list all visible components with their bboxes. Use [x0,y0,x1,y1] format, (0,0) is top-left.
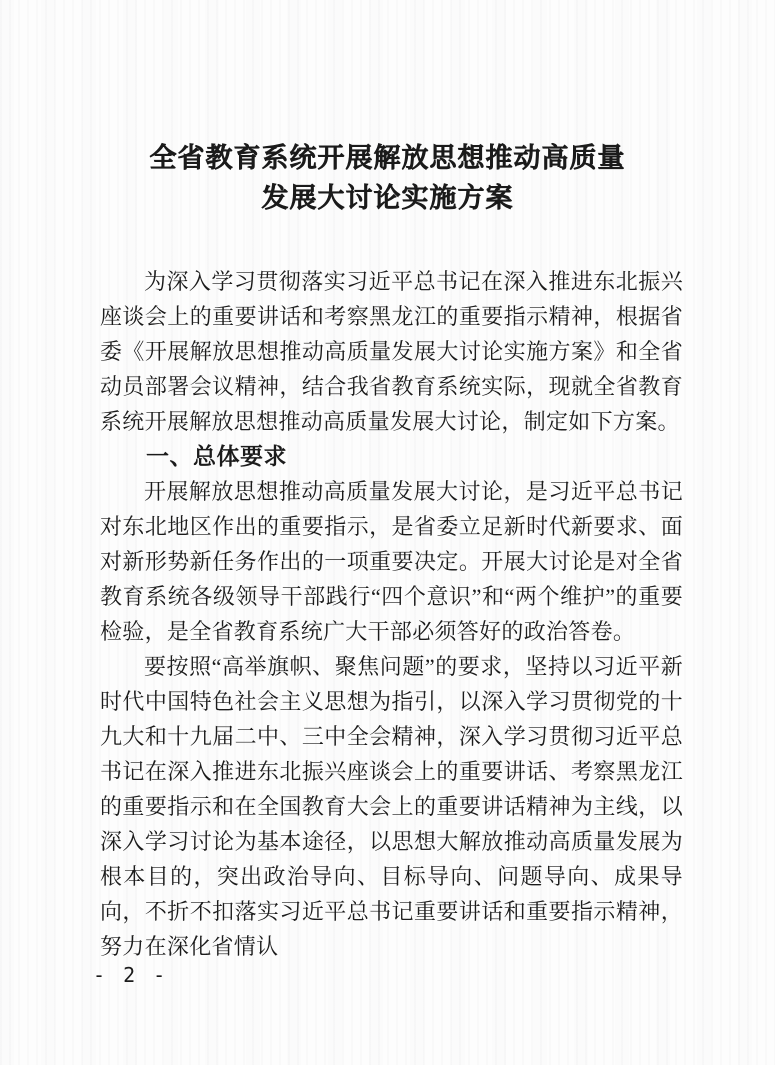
document-title [0,0,775,218]
paragraph-guiding-principles: 要按照“高举旗帜、聚焦问题”的要求，坚持以习近平新时代中国特色社会主义思想为指引，以深入学习贯彻党的十九大和十九届二中、三中全会精神，深入学习贯彻习近平总书记在深入推进东北振兴座谈会上的重要讲话、考察黑龙江的重要指示和在全国教育大会上的重要讲话精神为主线，以深入学习讨论为基本途径，以思想大解放推动高质量发展为根本目的，突出政治导向、目标导向、问题导向、成果导向，不折不扣落实习近平总书记重要讲话和重要指示精神，努力在深化省情认 [100,654,683,959]
document-body [100,264,683,964]
document-title-line-1: 全省教育系统开展解放思想推动高质量 [149,143,626,173]
page-footer [93,963,168,987]
page-number: - 2 - [93,963,169,987]
paragraph-preamble: 为深入学习贯彻落实习近平总书记在深入推进东北振兴座谈会上的重要讲话和考察黑龙江的重要指示精神，根据省委《开展解放思想推动高质量发展大讨论实施方案》和全省动员部署会议精神，结合我省教育系统实际，现就全省教育系统开展解放思想推动高质量发展大讨论，制定如下方案。 [100,269,683,434]
paragraph-significance: 开展解放思想推动高质量发展大讨论，是习近平总书记对东北地区作出的重要指示，是省委立足新时代新要求、面对新形势新任务作出的一项重要决定。开展大讨论是对全省教育系统各级领导干部践行“四个意识”和“两个维护”的重要检验，是全省教育系统广大干部必须答好的政治答卷。 [100,479,683,644]
section-heading-overall-requirements: 一、总体要求 [146,443,287,469]
document-title-line-2: 发展大讨论实施方案 [261,183,514,213]
